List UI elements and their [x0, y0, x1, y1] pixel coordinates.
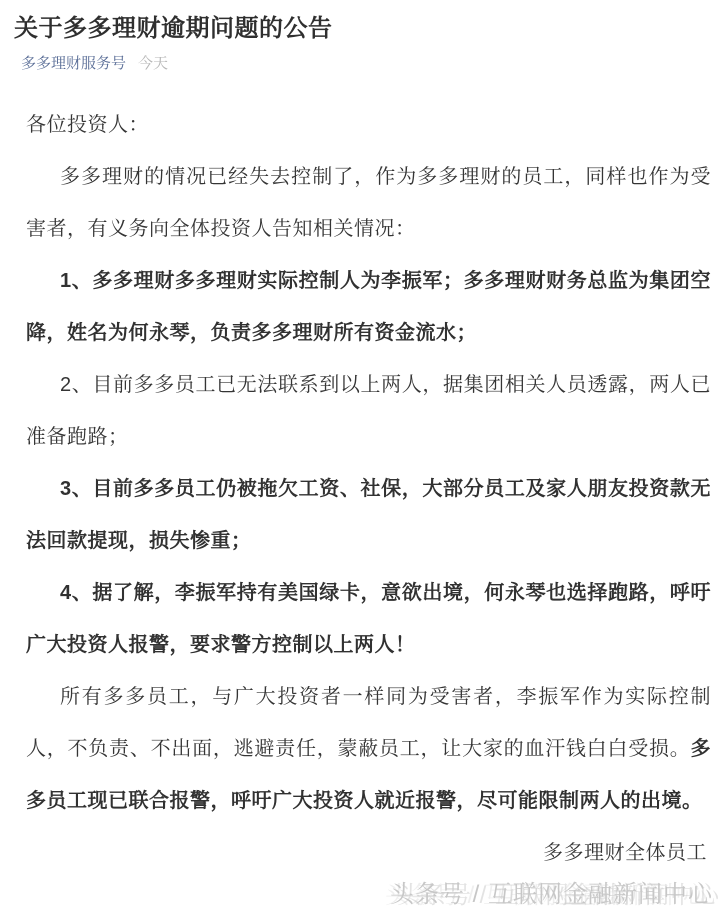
publish-date: 今天 [138, 55, 169, 72]
paragraph-closing [26, 671, 711, 827]
paragraph-salutation: 各位投资人： [26, 114, 149, 136]
paragraph-intro: 多多理财的情况已经失去控制了，作为多多理财的员工，同样也作为受害者，有义务向全体投资人告知相关情况： [26, 166, 711, 240]
paragraph-point-1: 1、多多理财多多理财实际控制人为李振军；多多理财财务总监为集团空降，姓名为何永琴，负责多多理财所有资金流水； [26, 270, 711, 344]
article-body [0, 99, 721, 879]
byline [21, 55, 705, 73]
closing-bold-text: 多多员工现已联合报警，呼吁广大投资人就近报警，尽可能限制两人的出境。 [26, 738, 711, 812]
account-name-link[interactable]: 多多理财服务号 [21, 55, 127, 72]
paragraph-point-4: 4、据了解，李振军持有美国绿卡，意欲出境，何永琴也选择跑路，呼吁广大投资人报警，要求警方控制以上两人！ [26, 582, 711, 656]
closing-normal-text: 所有多多员工，与广大投资者一样同为受害者，李振军作为实际控制人，不负责、不出面，逃避责任，蒙蔽员工，让大家的血汗钱白白受损。 [26, 686, 711, 760]
watermark: 头条号 / 互联网金融新闻中心 [389, 881, 713, 908]
paragraph-point-2: 2、目前多多员工已无法联系到以上两人，据集团相关人员透露，两人已准备跑路； [26, 374, 711, 448]
article-header [0, 0, 721, 73]
paragraph-point-3: 3、目前多多员工仍被拖欠工资、社保，大部分员工及家人朋友投资款无法回款提现，损失惨重； [26, 478, 711, 552]
article-title: 关于多多理财逾期问题的公告 [14, 15, 333, 42]
signoff: 多多理财全体员工 [543, 842, 707, 864]
